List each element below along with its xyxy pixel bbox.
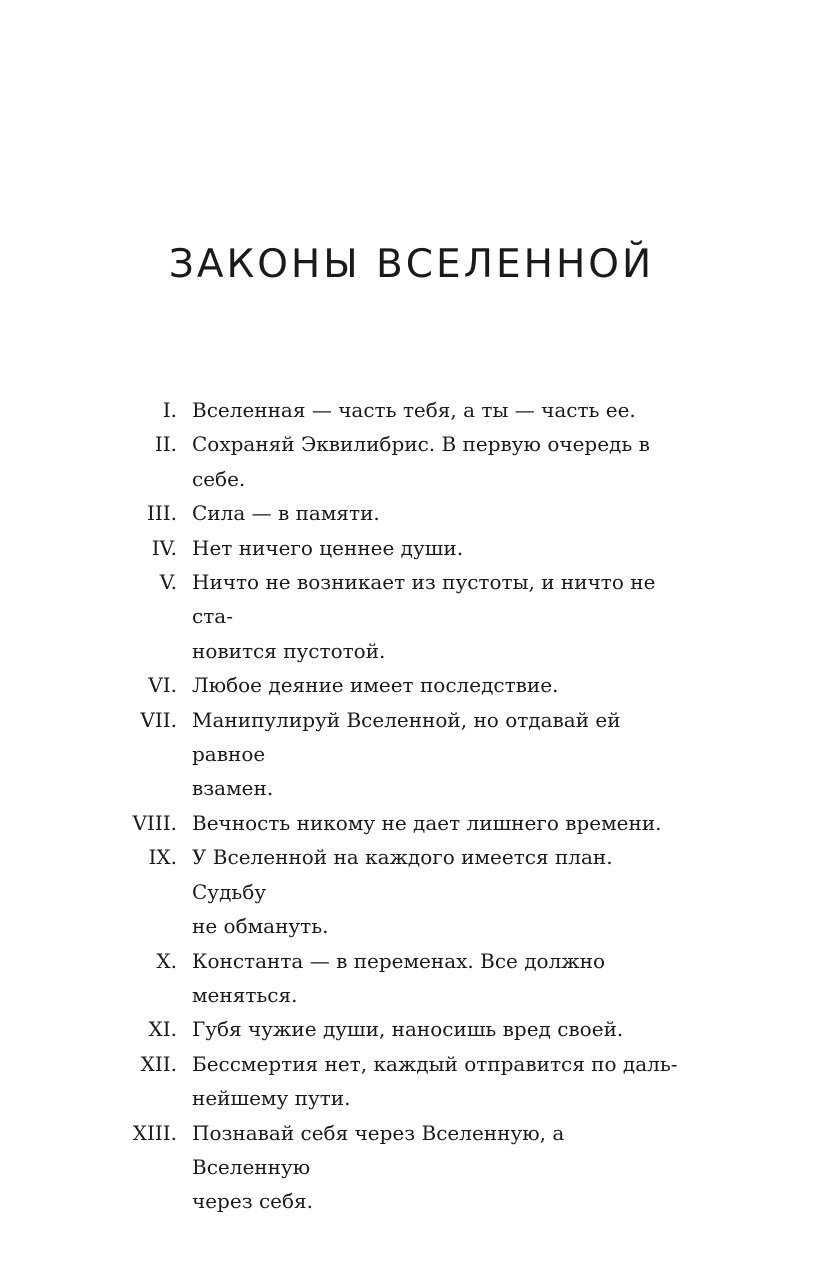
- law-numeral: VII.: [140, 707, 177, 732]
- law-numeral: VIII.: [132, 810, 177, 835]
- law-item: [0, 806, 823, 840]
- law-text: Любое деяние имеет последствие.: [192, 673, 559, 698]
- page-title: ЗАКОНЫ ВСЕЛЕННОЙ: [168, 242, 655, 287]
- law-text: Сохраняй Эквилибрис. В первую очередь в себе.: [192, 432, 650, 491]
- law-text: Нет ничего ценнее души.: [192, 535, 464, 560]
- law-numeral: XIII.: [132, 1120, 177, 1145]
- law-item: [0, 944, 823, 1013]
- law-text: Бессмертия нет, каждый отправится по даль- нейшему пути.: [192, 1051, 678, 1111]
- law-numeral: XII.: [140, 1051, 177, 1076]
- law-item: [0, 1116, 823, 1219]
- law-text: Познавай себя через Вселенную, а Вселенную через себя.: [192, 1120, 565, 1214]
- law-text: Константа — в переменах. Все должно меняться.: [192, 948, 606, 1007]
- law-item: [0, 496, 823, 530]
- law-numeral: IX.: [148, 845, 177, 870]
- law-item: [0, 393, 823, 427]
- law-text: Вечность никому не дает лишнего времени.: [192, 810, 662, 835]
- law-numeral: II.: [154, 432, 177, 457]
- law-text: Вселенная — часть тебя, а ты — часть ее.: [192, 398, 636, 422]
- law-item: [0, 1012, 823, 1046]
- law-text: Манипулируй Вселенной, но отдавай ей равное взамен.: [192, 707, 621, 801]
- law-item: [0, 1047, 823, 1116]
- law-numeral: VI.: [148, 673, 177, 698]
- law-numeral: III.: [146, 501, 177, 526]
- law-numeral: XI.: [148, 1017, 177, 1042]
- law-text: Сила — в памяти.: [192, 501, 380, 526]
- law-item: [0, 531, 823, 565]
- law-numeral: V.: [159, 570, 177, 595]
- law-item: [0, 565, 823, 668]
- law-item: [0, 703, 823, 806]
- law-item: [0, 668, 823, 702]
- law-numeral: IV.: [151, 535, 177, 560]
- law-item: [0, 427, 823, 496]
- law-text: У Вселенной на каждого имеется план. Судьбу не обмануть.: [192, 845, 613, 939]
- law-numeral: X.: [156, 948, 177, 973]
- laws-list: [0, 393, 823, 1219]
- law-item: [0, 840, 823, 943]
- law-text: Ничто не возникает из пустоты, и ничто не ста- новится пустотой.: [192, 570, 656, 663]
- law-text: Губя чужие души, наносишь вред своей.: [192, 1017, 624, 1042]
- law-numeral: I.: [162, 398, 177, 422]
